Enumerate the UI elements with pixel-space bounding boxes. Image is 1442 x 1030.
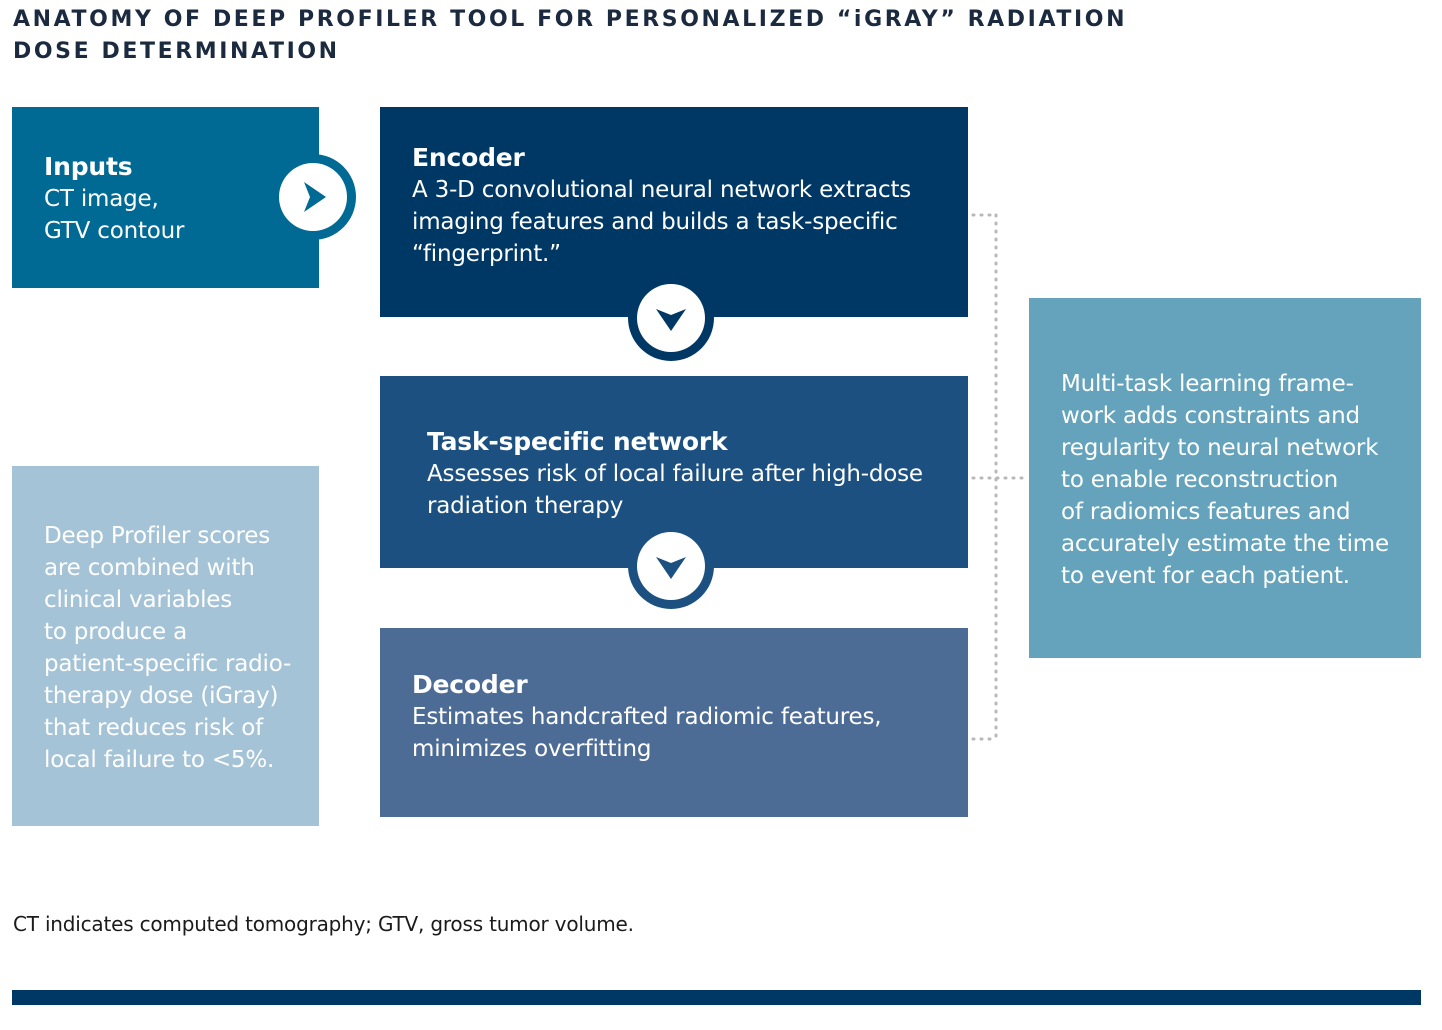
task-network-heading: Task-specific network: [427, 427, 728, 456]
decoder-text: Estimates handcrafted radiomic features, minimizes overfitting: [412, 704, 882, 762]
decoder-heading: Decoder: [412, 670, 528, 699]
decoder-box: [380, 628, 968, 817]
task-network-text: Assesses risk of local failure after high-dose radiation therapy: [427, 461, 923, 519]
chevron-down-icon: [626, 274, 716, 364]
encoder-heading: Encoder: [412, 143, 525, 172]
multi-task-text: Multi-task learning frame- work adds constraints and regularity to neural network to enable reconstruction of radiomics features and accurately estimate the time to event for each patient.: [1061, 371, 1389, 589]
page-title: ANATOMY OF DEEP PROFILER TOOL FOR PERSONALIZED “iGRAY” RADIATION DOSE DETERMINATION: [13, 7, 1128, 64]
chevron-down-icon: [626, 522, 716, 612]
footnote: CT indicates computed tomography; GTV, gross tumor volume.: [13, 912, 634, 936]
chevron-right-icon: [270, 152, 360, 242]
deep-profiler-text: Deep Profiler scores are combined with clinical variables to produce a patient-specific radio- therapy dose (iGray) that reduces risk of local failure to <5%.: [44, 523, 292, 773]
bottom-bar: [12, 990, 1421, 1005]
dotted-connector: [965, 200, 1035, 750]
deep-profiler-box: [12, 466, 319, 826]
inputs-text: CT image, GTV contour: [44, 186, 185, 244]
inputs-heading: Inputs: [44, 152, 133, 181]
encoder-text: A 3-D convolutional neural network extracts imaging features and builds a task-specific “fingerprint.”: [412, 177, 912, 267]
multi-task-box: [1029, 298, 1421, 658]
